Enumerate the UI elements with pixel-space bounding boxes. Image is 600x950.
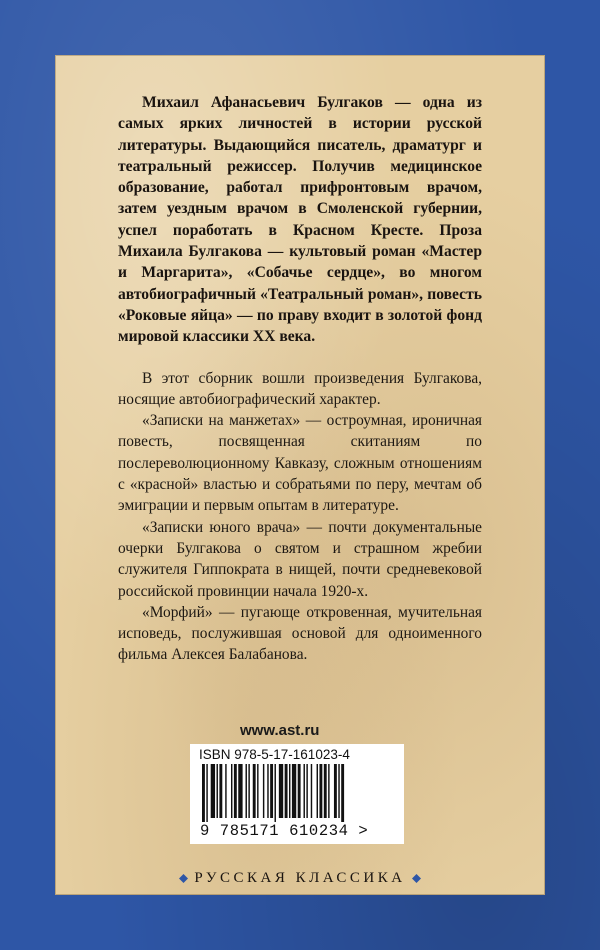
diamond-ornament-icon: [412, 874, 421, 883]
back-cover-text: [118, 92, 482, 666]
paragraph-morfiy: «Морфий» — пугающе откровенная, мучительная исповедь, послужившая основой для одноименного фильма Алексея Балабанова.: [118, 603, 482, 664]
paragraph-collection: В этот сборник вошли произведения Булгакова, носящие автобиографический характер.: [118, 369, 482, 408]
barcode-icon: [202, 764, 392, 822]
isbn-label: ISBN 978-5-17-161023-4: [199, 747, 350, 762]
series-title: РУССКАЯ КЛАССИКА: [194, 870, 406, 886]
series-title-line: [130, 870, 470, 887]
barcode-number: 9 785171 610234 >: [200, 822, 369, 840]
publisher-website: www.ast.ru: [240, 722, 320, 739]
paragraph-yunogo-vracha: «Записки юного врача» — почти документальные очерки Булгакова о святом и страшном жребии служителя Гиппократа в нищей, почти средневековой российской провинции начала 1920-х.: [118, 518, 482, 600]
paragraph-manzhety: «Записки на манжетах» — остроумная, ироничная повесть, посвященная скитаниям по послереволюционному Кавказу, сложным отношениям с «красной» властью и собратьями по перу, мечтам об эмиграции и первым опытам в литературе.: [118, 412, 482, 515]
diamond-ornament-icon: [179, 874, 188, 883]
author-bio: Михаил Афанасьевич Булгаков — одна из самых ярких личностей в истории русской литературы. Выдающийся писатель, драматург и театральный режиссер. Получив медицинское образование, работал прифронтовым врачом, затем уездным врачом в Смоленской губернии, успел поработать в Красном Кресте. Проза Михаила Булгакова — культовый роман «Мастер и Маргарита», «Собачье сердце», во многом автобиографичный «Театральный роман», повесть «Роковые яйца» — по праву входит в золотой фонд мировой классики XX века.: [118, 94, 482, 346]
barcode-block: [190, 744, 404, 844]
